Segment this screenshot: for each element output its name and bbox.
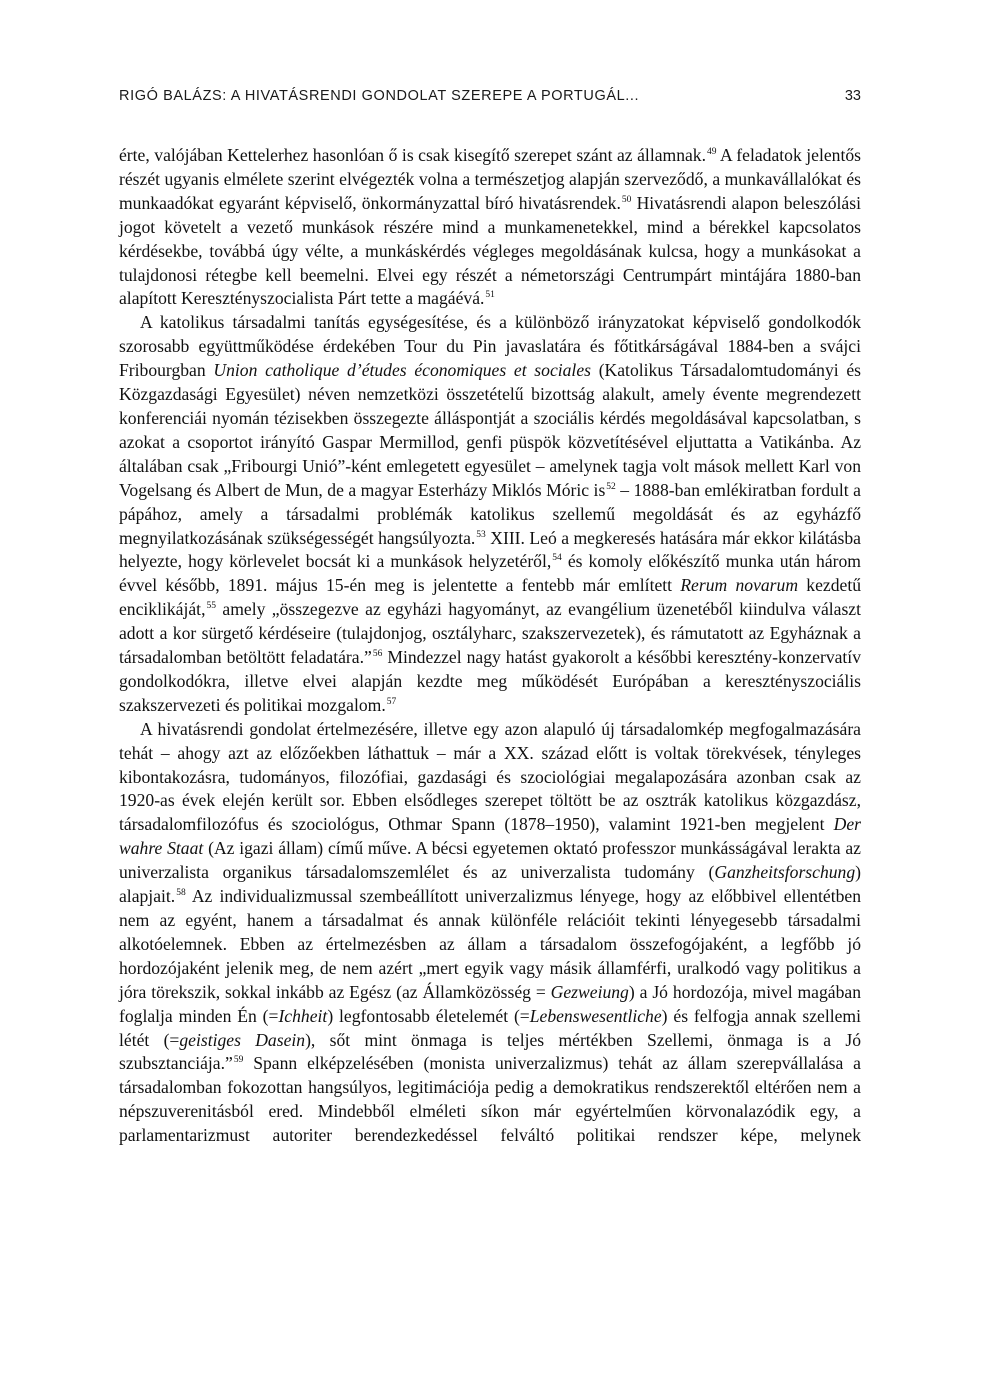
text-run: Hivatásrendi alapon beleszólási jogot követelt a vezető munkások részére mind a munkamenetekkel, mind a bérekkel kapcsolatos kérdésekbe, továbbá úgy vélte, a munkáskérdés végleges megoldásának kulcsa, hogy a munkásokat a tulajdonosi rétegbe kell beemelni. Elvei egy részét a németországi Centrumpárt mintájára 1880-ban alapított Keresztényszocialista Párt tette a magáévá. bbox=[119, 192, 861, 309]
text-run: (Az igazi állam) című műve. A bécsi egyetemen oktató professzor munkásságával lerakta az univerzalista organikus társadalomszemlélet és az univerzalista tudomány ( bbox=[119, 838, 861, 883]
italic-title: Ganzheitsforschung bbox=[714, 862, 856, 883]
text-run: ) a Jó hordozója, mivel magában foglalja minden Én (= bbox=[119, 981, 861, 1026]
body-text bbox=[119, 144, 861, 1148]
footnote-ref[interactable]: 54 bbox=[552, 553, 562, 564]
footnote-ref[interactable]: 59 bbox=[233, 1055, 244, 1066]
text-run: (Katolikus Társadalomtudományi és Közgazdasági Egyesület) néven nemzetközi összetételű bizottság alakult, amely évente megrendezett konferenciái nyomán tézisekben összegezte álláspontját a szociális kérdés megoldásával kapcsolatban, s azokat a csoportot irányító Gaspar Mermillod, genfi püspök közvetítésével eljuttatta a Vatikánba. Az általában csak „Fribourgi Unió”-ként emlegetett egyesület – amelynek tagja volt mások mellett Karl von Vogelsang és Albert de Mun, de a magyar Esterházy Miklós Móric is bbox=[119, 360, 862, 500]
text-run: ), sőt mint önmaga is teljes mértékben Szellemi, önmaga is a Jó szubsztanciája.” bbox=[119, 1029, 862, 1074]
page-number: 33 bbox=[844, 88, 861, 104]
footnote-ref[interactable]: 58 bbox=[176, 888, 186, 899]
footnote-ref[interactable]: 55 bbox=[206, 601, 216, 612]
italic-title: Gezweiung bbox=[550, 981, 629, 1002]
text-run: ) alapjait. bbox=[119, 862, 861, 907]
running-header bbox=[119, 88, 861, 110]
footnote-ref[interactable]: 57 bbox=[386, 696, 397, 707]
text-run: A hivatásrendi gondolat értelmezésére, illetve egy azon alapuló új társadalomkép megfogalmazására tehát – ahogy azt az előzőekben láthattuk – már a XX. század előtt is voltak törekvések, tényleges kibontakozásra, tudományos, filozófiai, gazdasági és szociológiai megalapozására azonban csak az 1920-as évek elején került sor. Ebben elsődleges szerepet töltött be az osztrák katolikus közgazdász, társadalomfilozófus és szociológus, Othmar Spann (1878–1950), valamint 1921-ben megjelent bbox=[119, 718, 861, 835]
italic-title: Ichheit bbox=[278, 1005, 328, 1026]
footnote-ref[interactable]: 50 bbox=[621, 194, 632, 205]
italic-title: Der wahre Staat bbox=[119, 814, 861, 859]
text-run: A feladatok jelentős részét ugyanis elmélete szerint elvégezték volna a természetjog alapján szerveződő, a munkavállalókat és munkaadókat egyaránt képviselő, önkormányzattal bíró hivatásrendek. bbox=[119, 145, 861, 213]
text-run: Az individualizmussal szembeállított univerzalizmus lényege, hogy az előbbivel ellentétben nem az egyént, hanem a társadalmat és annak különféle relációit tekinti lényegesebb társadalmi alkotóelemnek. Ebben az értelmezésben az állam a társadalom összefogójaként, a legfőbb jó hordozójaként jelenik meg, de nem azért „mert egyik vagy másik államférfi, uralkodó vagy politikus a jóra törekszik, sokkal inkább az Egész (az Államközösség = bbox=[119, 886, 861, 1002]
italic-title: geistiges Dasein bbox=[179, 1029, 306, 1050]
paragraph bbox=[119, 718, 861, 1148]
text-run: és komoly előkészítő munka után három évvel később, 1891. május 15-én meg is jelentette a fentebb már említett bbox=[119, 551, 861, 596]
footnote-ref[interactable]: 56 bbox=[372, 649, 383, 660]
text-run: amely „összegezve az egyházi hagyományt, az evangélium üzenetéből kiindulva választ adott a kor sürgető kérdéseire (tulajdonjog, osztályharc, szakszervezetek), és rámutatott az Egyháznak a társadalomban betöltött feladatára.” bbox=[119, 599, 861, 668]
text-run: ) legfontosabb életelemét (= bbox=[327, 1005, 530, 1026]
footnote-ref[interactable]: 52 bbox=[606, 481, 616, 492]
text-run: A katolikus társadalmi tanítás egységesítése, és a különböző irányzatokat képviselő gondolkodók szorosabb együttműködése érdekében Tour du Pin javaslatára és főtitkárságával 1884-ben a svájci Fribourgban bbox=[119, 312, 861, 381]
running-title: RIGÓ BALÁZS: A HIVATÁSRENDI GONDOLAT SZEREPE A PORTUGÁL... bbox=[119, 88, 640, 104]
text-run: ) és felfogja annak szellemi létét (= bbox=[119, 1005, 861, 1050]
text-run: Mindezzel nagy hatást gyakorolt a későbbi keresztény-konzervatív gondolkodókra, illetve elvei alapján kezdte meg működését Európában a keresztényszociális szakszervezeti és politikai mozgalom. bbox=[119, 647, 861, 715]
text-run: kezdetű enciklikáját, bbox=[119, 575, 861, 620]
paragraph bbox=[119, 144, 861, 311]
text-run: XIII. Leó a megkeresés hatására már ekkor kilátásba helyezte, hogy körlevelet bocsát ki a munkások helyzetéről, bbox=[119, 527, 861, 572]
footnote-ref[interactable]: 53 bbox=[476, 529, 486, 540]
footnote-ref[interactable]: 49 bbox=[707, 147, 717, 157]
paragraph bbox=[119, 311, 861, 717]
italic-title: Lebenswesentliche bbox=[529, 1005, 662, 1026]
text-run: érte, valójában Kettelerhez hasonlóan ő is csak kisegítő szerepet szánt az államnak. bbox=[119, 145, 706, 165]
italic-title: Union catholique d’études économiques et sociales bbox=[213, 360, 591, 381]
text-run: Spann elképzelésében (monista univerzalizmus) tehát az állam szerepvállalása a társadalomban fokozottan hangsúlyos, legitimációja pedig a demokratikus rendszerektől eltérően nem a népszuverenitásból ered. Mindebből elméleti síkon már egyértelműen körvonalazódik egy, a parlamentarizmust autoriter berendezkedéssel felváltó politikai rendszer képe, melynek bbox=[119, 1053, 861, 1146]
footnote-ref[interactable]: 51 bbox=[485, 290, 495, 301]
text-run: – 1888-ban emlékiratban fordult a pápához, amely a társadalmi problémák katolikus szellemű megoldását és az egyházfő megnyilatkozásának szükségességét hangsúlyozta. bbox=[119, 479, 861, 548]
italic-title: Rerum novarum bbox=[680, 575, 799, 596]
